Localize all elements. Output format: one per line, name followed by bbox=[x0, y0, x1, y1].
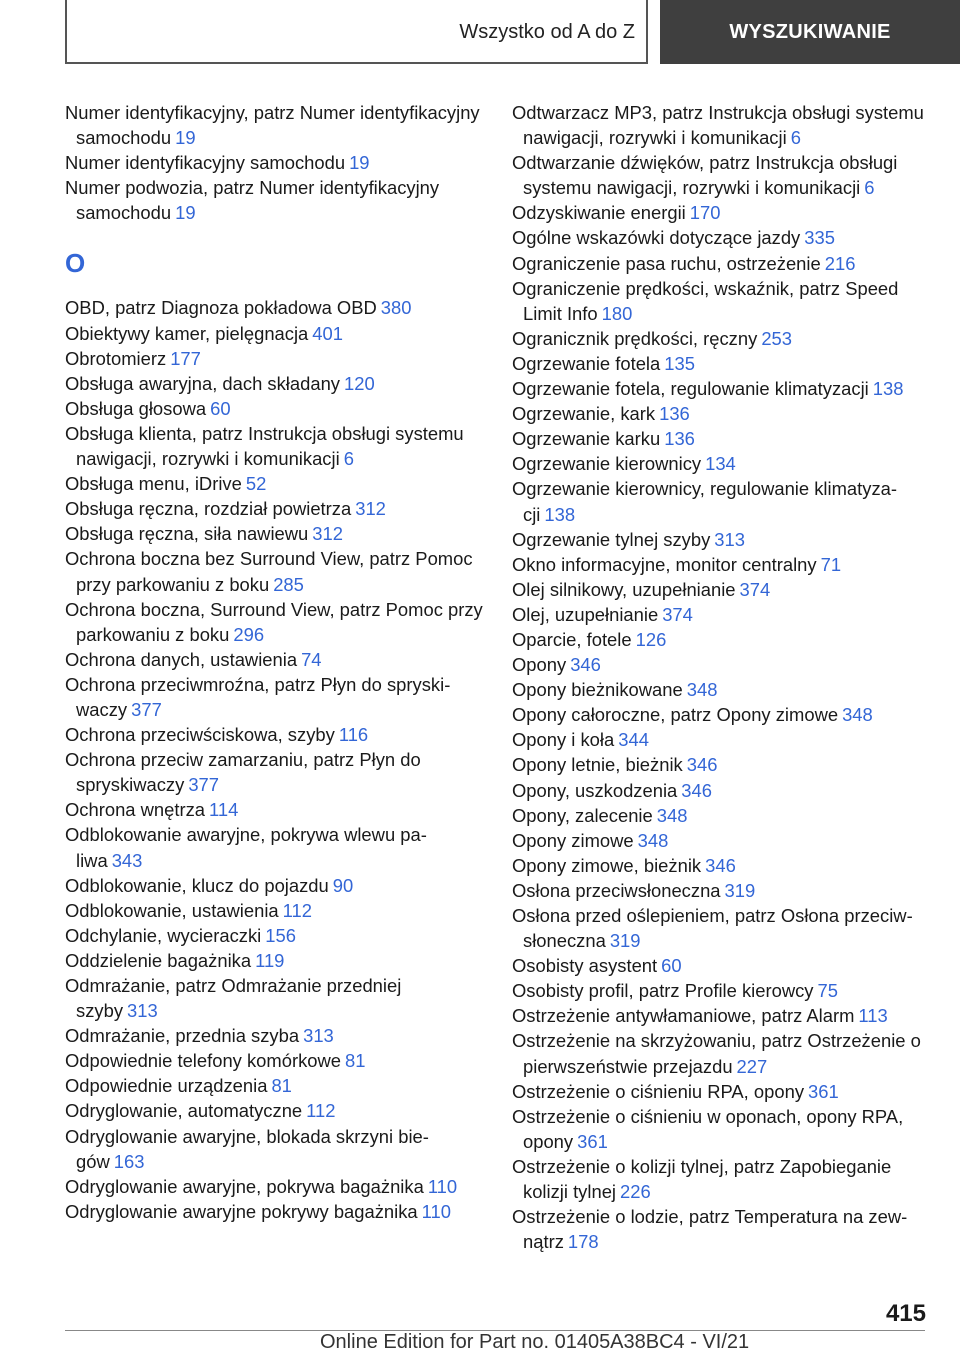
index-entry bbox=[512, 577, 937, 602]
page-reference-link[interactable]: 170 bbox=[689, 202, 721, 224]
index-entry-text: Ostrzeżenie antywłamaniowe, patrz Alarm bbox=[512, 1005, 855, 1027]
page-reference-link[interactable]: 6 bbox=[864, 177, 875, 199]
page-reference-link[interactable]: 401 bbox=[312, 322, 343, 344]
index-entry-text: Opony całoroczne, patrz Opony zimowe bbox=[512, 704, 839, 726]
index-entry bbox=[512, 778, 937, 803]
index-entry bbox=[65, 647, 485, 672]
index-entry bbox=[512, 100, 937, 150]
index-entry bbox=[512, 953, 937, 978]
index-entry-text: Odmrażanie, przednia szyba bbox=[65, 1025, 300, 1047]
index-entry bbox=[65, 1124, 485, 1174]
index-entry bbox=[512, 326, 937, 351]
page-reference-link[interactable]: 71 bbox=[820, 553, 842, 575]
index-entry-text: OBD, patrz Diagnoza pokładowa OBD bbox=[65, 297, 377, 319]
index-entry bbox=[65, 175, 485, 225]
page-reference-link[interactable]: 346 bbox=[686, 754, 718, 776]
index-entry-text: Oddzielenie bagażnika bbox=[65, 949, 252, 971]
index-entry bbox=[65, 100, 485, 150]
index-entry bbox=[512, 476, 937, 526]
page-reference-link[interactable]: 6 bbox=[343, 448, 354, 470]
index-entry bbox=[512, 1204, 937, 1254]
page-reference-link[interactable]: 19 bbox=[175, 202, 196, 224]
index-entry-text: Odpowiednie telefony komórkowe bbox=[65, 1050, 342, 1072]
index-entry-text: Numer identyfikacyjny samochodu bbox=[65, 152, 346, 174]
page-reference-link[interactable]: 19 bbox=[349, 152, 370, 174]
index-entry-text: Olej, uzupełnianie bbox=[512, 603, 659, 625]
page-reference-link[interactable]: 112 bbox=[282, 899, 312, 921]
index-entry-text: Odtwarzanie dźwięków, patrz Instrukcja obsługi systemu nawigacji, rozrywki i komunikacji bbox=[512, 152, 898, 199]
page-reference-link[interactable]: 52 bbox=[245, 473, 267, 495]
page-reference-link[interactable]: 361 bbox=[808, 1080, 839, 1102]
index-entry bbox=[512, 251, 937, 276]
index-entry bbox=[65, 346, 485, 371]
index-entry bbox=[65, 948, 485, 973]
index-entry-text: Odryglowanie awaryjne, pokrywa bagażnika bbox=[65, 1175, 424, 1197]
index-entry bbox=[512, 401, 937, 426]
index-entry-text: Opony i koła bbox=[512, 729, 615, 751]
page-reference-link[interactable]: 112 bbox=[306, 1100, 336, 1122]
section-title: Wszystko od A do Z bbox=[459, 20, 635, 43]
index-entry bbox=[512, 225, 937, 250]
index-entry bbox=[512, 1003, 937, 1028]
page-reference-link[interactable]: 19 bbox=[175, 127, 196, 149]
index-entry-text: Ostrzeżenie o lodzie, patrz Temperatura na zewnątrz bbox=[512, 1206, 908, 1253]
index-entry bbox=[65, 471, 485, 496]
index-entry-text: Obsługa awaryjna, dach składany bbox=[65, 372, 340, 394]
index-entry bbox=[512, 903, 937, 953]
page-reference-link[interactable]: 319 bbox=[609, 930, 641, 952]
index-entry-text: Odtwarzacz MP3, patrz Instrukcja obsługi systemu nawigacji, rozrywki i komunikacji bbox=[512, 102, 924, 149]
index-entry-text: Ochrona przeciwmroźna, patrz Płyn do spryskiwaczy bbox=[65, 673, 451, 720]
index-entry-text: Ostrzeżenie o ciśnieniu RPA, opony bbox=[512, 1080, 805, 1102]
index-entry bbox=[65, 1199, 485, 1224]
page-reference-link[interactable]: 226 bbox=[620, 1181, 651, 1203]
index-entry-text: Opony bieżnikowane bbox=[512, 679, 683, 701]
index-entry bbox=[65, 873, 485, 898]
page-reference-link[interactable]: 343 bbox=[111, 849, 143, 871]
index-entry bbox=[512, 527, 937, 552]
index-entry bbox=[65, 722, 485, 747]
index-entry-text: Opony, uszkodzenia bbox=[512, 779, 678, 801]
index-entry bbox=[65, 1023, 485, 1048]
index-entry bbox=[65, 421, 485, 471]
index-entry-text: Numer podwozia, patrz Numer identyfikacyjny samochodu bbox=[65, 177, 440, 224]
page-reference-link[interactable]: 138 bbox=[872, 378, 904, 400]
page-reference-link[interactable]: 319 bbox=[724, 879, 756, 901]
index-entry-text: Ogólne wskazówki dotyczące jazdy bbox=[512, 227, 801, 249]
index-entry bbox=[512, 276, 937, 326]
page-reference-link[interactable]: 163 bbox=[113, 1150, 145, 1172]
page-reference-link[interactable]: 156 bbox=[265, 924, 296, 946]
index-entry bbox=[512, 1079, 937, 1104]
page-reference-link[interactable]: 380 bbox=[380, 297, 412, 319]
page-reference-link[interactable]: 346 bbox=[570, 654, 601, 676]
page-reference-link[interactable]: 75 bbox=[817, 980, 838, 1002]
page-reference-link[interactable]: 344 bbox=[618, 729, 649, 751]
index-entry-text: Olej silnikowy, uzupełnianie bbox=[512, 578, 736, 600]
index-entry-text: Opony zimowe, bieżnik bbox=[512, 854, 702, 876]
page-reference-link[interactable]: 216 bbox=[824, 252, 856, 274]
index-entry-text: Ogrzewanie, kark bbox=[512, 403, 656, 425]
index-entry bbox=[512, 552, 937, 577]
page-reference-link[interactable]: 313 bbox=[714, 528, 745, 550]
page-reference-link[interactable]: 119 bbox=[255, 949, 285, 971]
index-column-right bbox=[512, 100, 937, 1254]
index-entry-text: Odchylanie, wycieraczki bbox=[65, 924, 262, 946]
page-reference-link[interactable]: 134 bbox=[705, 453, 736, 475]
page-reference-link[interactable]: 348 bbox=[656, 804, 688, 826]
index-entry-text: Ochrona danych, ustawienia bbox=[65, 648, 298, 670]
index-entry-text: Ochrona przeciwściskowa, szyby bbox=[65, 724, 335, 746]
page-reference-link[interactable]: 113 bbox=[858, 1005, 888, 1027]
page-reference-link[interactable]: 110 bbox=[427, 1175, 458, 1197]
index-entry bbox=[512, 376, 937, 401]
index-entry-text: Ostrzeżenie na skrzyżowaniu, patrz Ostrzeżenie o pierwszeństwie przejazdu bbox=[512, 1030, 921, 1077]
index-entry bbox=[65, 546, 485, 596]
page-reference-link[interactable]: 177 bbox=[170, 347, 201, 369]
index-entry-text: Ochrona wnętrza bbox=[65, 799, 206, 821]
page-reference-link[interactable]: 346 bbox=[681, 779, 712, 801]
index-entry bbox=[512, 752, 937, 777]
page-reference-link[interactable]: 253 bbox=[761, 327, 792, 349]
index-entry bbox=[512, 1154, 937, 1204]
index-entry bbox=[65, 1048, 485, 1073]
index-entry bbox=[512, 702, 937, 727]
index-letter-heading: O bbox=[65, 248, 86, 279]
index-entry bbox=[65, 797, 485, 822]
index-entry bbox=[512, 627, 937, 652]
footer-edition: Online Edition for Part no. 01405A38BC4 - VI/21 bbox=[320, 1331, 750, 1353]
page-reference-link[interactable]: 138 bbox=[544, 503, 576, 525]
page-reference-link[interactable]: 348 bbox=[637, 829, 669, 851]
index-entry-text: Numer identyfikacyjny, patrz Numer identyfikacyjny samochodu bbox=[65, 102, 480, 149]
index-entry bbox=[512, 828, 937, 853]
index-entry bbox=[512, 351, 937, 376]
index-entry-text: Ochrona przeciw zamarzaniu, patrz Płyn do spryskiwaczy bbox=[65, 749, 421, 796]
page-reference-link[interactable]: 81 bbox=[345, 1050, 366, 1072]
page-reference-link[interactable]: 135 bbox=[664, 352, 695, 374]
index-entry bbox=[65, 1174, 485, 1199]
index-entry bbox=[65, 521, 485, 546]
index-entry bbox=[65, 973, 485, 1023]
page-reference-link[interactable]: 114 bbox=[209, 799, 239, 821]
index-entry bbox=[65, 496, 485, 521]
page-reference-link[interactable]: 227 bbox=[736, 1055, 768, 1077]
index-entry-text: Opony, zalecenie bbox=[512, 804, 653, 826]
index-entry-text: Opony bbox=[512, 654, 567, 676]
index-entry-text: Osłona przeciwsłoneczna bbox=[512, 879, 721, 901]
page-reference-link[interactable]: 374 bbox=[739, 578, 771, 600]
index-entry bbox=[65, 898, 485, 923]
index-entry-text: Ochrona boczna, Surround View, patrz Pomoc przy parkowaniu z boku bbox=[65, 598, 483, 645]
index-entry bbox=[65, 396, 485, 421]
page-reference-link[interactable]: 335 bbox=[804, 227, 835, 249]
page-reference-link[interactable]: 120 bbox=[344, 372, 375, 394]
index-entry-text: Obsługa ręczna, rozdział powietrza bbox=[65, 498, 352, 520]
index-entry bbox=[65, 747, 485, 797]
index-entry-text: Osłona przed oślepieniem, patrz Osłona przeciwsłoneczna bbox=[512, 905, 913, 952]
index-entry-text: Odblokowanie, ustawienia bbox=[65, 899, 279, 921]
index-entry-text: Odmrażanie, patrz Odmrażanie przedniej szyby bbox=[65, 975, 402, 1022]
index-entry-text: Obsługa menu, iDrive bbox=[65, 473, 242, 495]
page-reference-link[interactable]: 126 bbox=[635, 628, 667, 650]
index-entry-text: Odblokowanie awaryjne, pokrywa wlewu paliwa bbox=[65, 824, 427, 871]
page-reference-link[interactable]: 312 bbox=[312, 523, 343, 545]
index-entry-text: Osobisty profil, patrz Profile kierowcy bbox=[512, 980, 814, 1002]
index-entry-text: Odpowiednie urządzenia bbox=[65, 1075, 268, 1097]
index-entry-text: Odryglowanie awaryjne pokrywy bagażnika bbox=[65, 1200, 418, 1222]
index-entry bbox=[512, 602, 937, 627]
index-entry-text: Obrotomierz bbox=[65, 347, 167, 369]
index-entry bbox=[65, 822, 485, 872]
index-entry bbox=[512, 727, 937, 752]
index-entry-text: Oparcie, fotele bbox=[512, 628, 632, 650]
index-entry-text: Ochrona boczna bez Surround View, patrz Pomoc przy parkowaniu z boku bbox=[65, 548, 473, 595]
index-entry bbox=[65, 672, 485, 722]
index-entry bbox=[512, 1028, 937, 1078]
page-reference-link[interactable]: 361 bbox=[577, 1130, 608, 1152]
page-number: 415 bbox=[885, 1300, 926, 1327]
index-entry-text: Ogranicznik prędkości, ręczny bbox=[512, 327, 758, 349]
index-entry-text: Odryglowanie, automatyczne bbox=[65, 1100, 303, 1122]
page-reference-link[interactable]: 180 bbox=[601, 302, 633, 324]
page-reference-link[interactable]: 90 bbox=[332, 874, 354, 896]
page-reference-link[interactable]: 312 bbox=[355, 498, 386, 520]
index-entry-text: Osobisty asystent bbox=[512, 955, 658, 977]
search-tab[interactable]: WYSZUKIWANIE bbox=[660, 0, 960, 64]
page-reference-link[interactable]: 313 bbox=[127, 1000, 158, 1022]
index-entry-text: Obsługa klienta, patrz Instrukcja obsługi systemu nawigacji, rozrywki i komunikacji bbox=[65, 422, 464, 470]
page-reference-link[interactable]: 348 bbox=[686, 679, 718, 701]
index-entry-text: Ograniczenie prędkości, wskaźnik, patrz Speed Limit Info bbox=[512, 277, 899, 324]
index-entry bbox=[65, 1098, 485, 1123]
page-reference-link[interactable]: 110 bbox=[421, 1200, 451, 1222]
index-entry-text: Ogrzewanie karku bbox=[512, 428, 661, 450]
page-reference-link[interactable]: 285 bbox=[273, 573, 304, 595]
index-entry-text: Odzyskiwanie energii bbox=[512, 202, 686, 224]
index-entry-text: Ostrzeżenie o kolizji tylnej, patrz Zapobieganie kolizji tylnej bbox=[512, 1155, 892, 1203]
page-reference-link[interactable]: 296 bbox=[233, 623, 265, 645]
index-entry bbox=[65, 1073, 485, 1098]
index-entry bbox=[512, 853, 937, 878]
index-entry-text: Ogrzewanie kierownicy, regulowanie klimatyzacji bbox=[512, 478, 897, 525]
index-entry-text: Ogrzewanie tylnej szyby bbox=[512, 528, 711, 550]
index-entry bbox=[512, 426, 937, 451]
page-reference-link[interactable]: 136 bbox=[659, 403, 690, 425]
index-entry-text: Ostrzeżenie o ciśnieniu w oponach, opony RPA, opony bbox=[512, 1105, 904, 1152]
page-reference-link[interactable]: 377 bbox=[131, 698, 162, 720]
page-reference-link[interactable]: 60 bbox=[210, 397, 231, 419]
page-reference-link[interactable]: 116 bbox=[338, 724, 369, 746]
index-entry bbox=[512, 652, 937, 677]
index-entry-text: Ogrzewanie fotela bbox=[512, 352, 661, 374]
index-entry bbox=[512, 1104, 937, 1154]
page-reference-link[interactable]: 374 bbox=[662, 603, 693, 625]
index-entry bbox=[512, 677, 937, 702]
page-reference-link[interactable]: 178 bbox=[567, 1231, 599, 1253]
index-entry-text: Ogrzewanie kierownicy bbox=[512, 453, 702, 475]
index-entry-text: Okno informacyjne, monitor centralny bbox=[512, 553, 817, 575]
index-entry bbox=[65, 150, 485, 175]
index-entry-text: Ogrzewanie fotela, regulowanie klimatyzacji bbox=[512, 378, 869, 400]
page-reference-link[interactable]: 346 bbox=[705, 854, 736, 876]
page-reference-link[interactable]: 60 bbox=[661, 955, 682, 977]
index-entry-text: Ograniczenie pasa ruchu, ostrzeżenie bbox=[512, 252, 821, 274]
index-entry-text: Obsługa ręczna, siła nawiewu bbox=[65, 523, 309, 545]
index-entry bbox=[512, 200, 937, 225]
index-entry bbox=[512, 878, 937, 903]
page-reference-link[interactable]: 348 bbox=[842, 704, 873, 726]
index-entry bbox=[65, 923, 485, 948]
index-entry-text: Opony letnie, bieżnik bbox=[512, 754, 683, 776]
page-reference-link[interactable]: 313 bbox=[303, 1025, 334, 1047]
index-column-left bbox=[65, 100, 485, 1224]
page-reference-link[interactable]: 81 bbox=[271, 1075, 292, 1097]
index-entry bbox=[65, 597, 485, 647]
index-entry-text: Odryglowanie awaryjne, blokada skrzyni biegów bbox=[65, 1125, 429, 1172]
index-entry bbox=[65, 295, 485, 320]
index-entry-text: Obsługa głosowa bbox=[65, 397, 207, 419]
index-entry bbox=[512, 150, 937, 200]
index-entry bbox=[512, 451, 937, 476]
index-entry-text: Odblokowanie, klucz do pojazdu bbox=[65, 874, 329, 896]
page-reference-link[interactable]: 136 bbox=[664, 428, 695, 450]
index-entry bbox=[512, 803, 937, 828]
index-entry bbox=[512, 978, 937, 1003]
index-entry bbox=[65, 371, 485, 396]
index-entry-text: Obiektywy kamer, pielęgnacja bbox=[65, 322, 309, 344]
page-reference-link[interactable]: 6 bbox=[790, 127, 801, 149]
page-reference-link[interactable]: 377 bbox=[188, 774, 220, 796]
index-entry-text: Opony zimowe bbox=[512, 829, 634, 851]
page-reference-link[interactable]: 74 bbox=[301, 648, 322, 670]
index-entry bbox=[65, 321, 485, 346]
